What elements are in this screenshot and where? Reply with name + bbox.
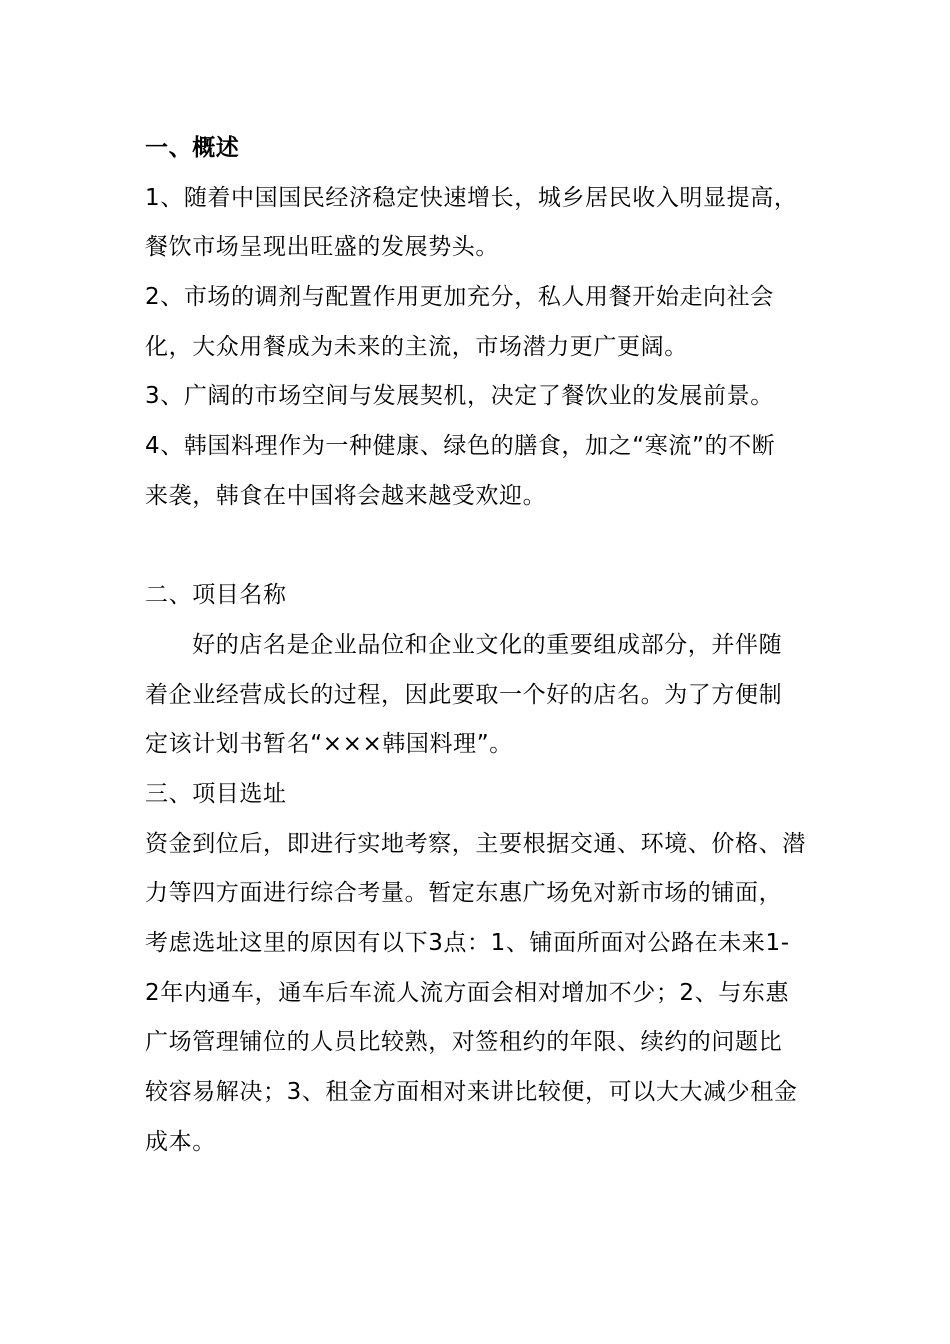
section-heading-site-selection: 三、项目选址 xyxy=(145,780,287,807)
text-line: 化，大众用餐成为未来的主流，市场潜力更广更阔。 xyxy=(145,333,688,360)
text-line: 餐饮市场呈现出旺盛的发展势头。 xyxy=(145,234,499,261)
text-line: 力等四方面进行综合考量。暂定东惠广场免对新市场的铺面， xyxy=(145,880,783,907)
text-line: 3、广阔的市场空间与发展契机，决定了餐饮业的发展前景。 xyxy=(145,383,774,410)
text-line: 成本。 xyxy=(145,1128,216,1155)
text-line: 广场管理铺位的人员比较熟，对签租约的年限、续约的问题比 xyxy=(145,1029,783,1056)
text-line: 1、随着中国国民经济稳定快速增长，城乡居民收入明显提高， xyxy=(145,184,798,211)
text-line: 好的店名是企业品位和企业文化的重要组成部分，并伴随 xyxy=(145,631,783,658)
section-heading-project-name: 二、项目名称 xyxy=(145,582,287,609)
text-line: 2、市场的调剂与配置作用更加充分，私人用餐开始走向社会 xyxy=(145,284,774,311)
text-line: 较容易解决；3、租金方面相对来讲比较便，可以大大减少租金 xyxy=(145,1079,798,1106)
text-line: 4、韩国料理作为一种健康、绿色的膳食，加之“寒流”的不断 xyxy=(145,433,776,460)
text-line: 着企业经营成长的过程，因此要取一个好的店名。为了方便制 xyxy=(145,681,783,708)
text-line: 2年内通车，通车后车流人流方面会相对增加不少；2、与东惠 xyxy=(145,979,790,1006)
text-line: 来袭，韩食在中国将会越来越受欢迎。 xyxy=(145,482,547,509)
document-page xyxy=(145,124,825,1167)
text-line: 定该计划书暂名“×××韩国料理”。 xyxy=(145,731,513,758)
text-line: 资金到位后，即进行实地考察，主要根据交通、环境、价格、潜 xyxy=(145,830,806,857)
text-line: 考虑选址这里的原因有以下3点：1、铺面所面对公路在未来1- xyxy=(145,930,790,956)
section-heading-overview: 一、概述 xyxy=(145,135,240,161)
